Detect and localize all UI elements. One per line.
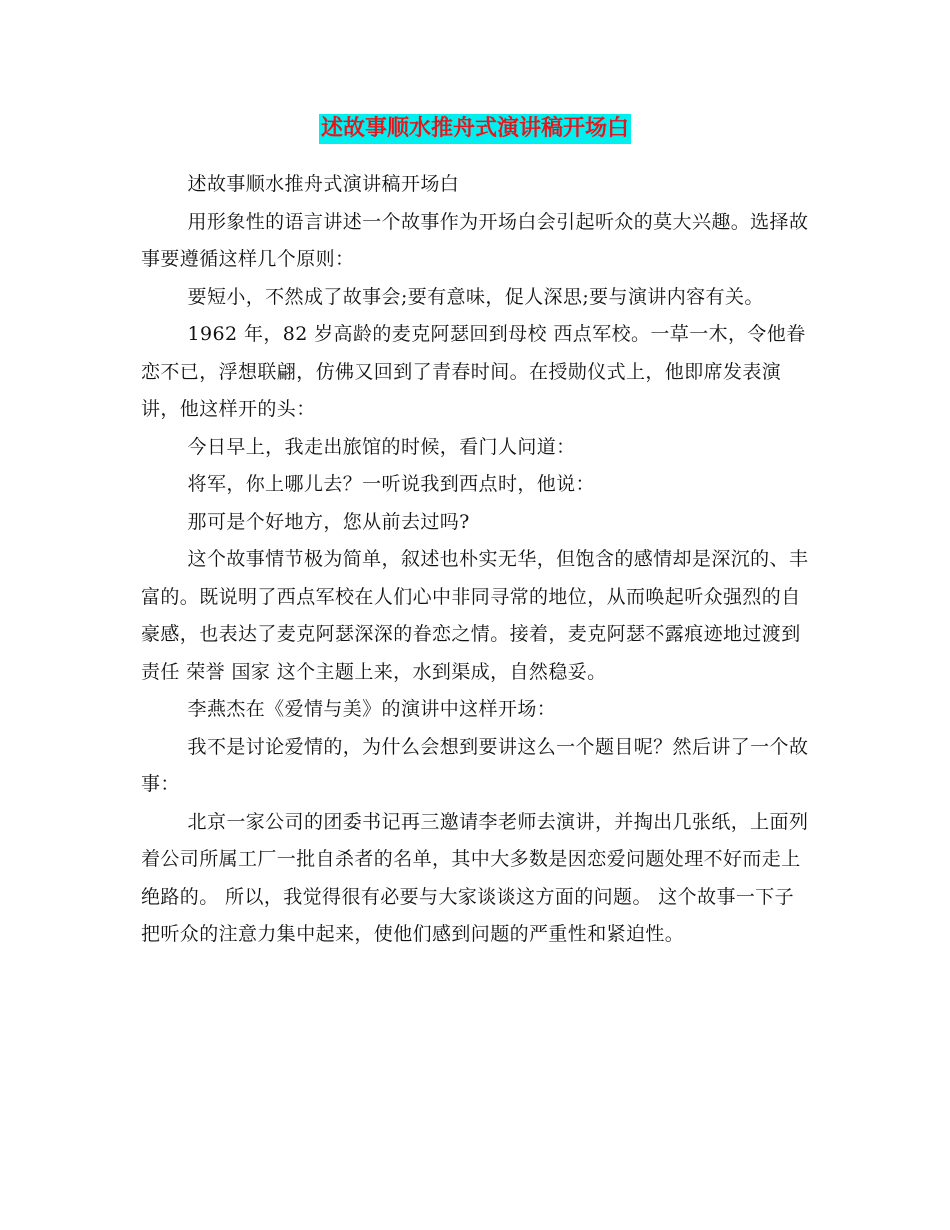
paragraph-subtitle: 述故事顺水推舟式演讲稿开场白 <box>187 173 460 195</box>
paragraph: 用形象性的语言讲述一个故事作为开场白会引起听众的莫大兴趣。选择故事要遵循这样几个原则： <box>141 210 809 270</box>
paragraph: 那可是个好地方，您从前去过吗? <box>187 510 470 533</box>
document-body <box>141 166 813 954</box>
paragraph: 将军，你上哪儿去？一听说我到西点时，他说： <box>187 473 595 495</box>
paragraph: 要短小，不然成了故事会;要有意味，促人深思;要与演讲内容有关。 <box>187 285 764 308</box>
document-title: 述故事顺水推舟式演讲稿开场白 <box>319 114 631 144</box>
paragraph: 我不是讨论爱情的，为什么会想到要讲这么一个题目呢？然后讲了一个故事： <box>141 735 809 795</box>
paragraph: 这个故事情节极为简单，叙述也朴实无华，但饱含的感情却是深沉的、丰富的。既说明了西点军校在人们心中非同寻常的地位，从而唤起听众强烈的自豪感，也表达了麦克阿瑟深深的眷恋之情。接着，麦克阿瑟不露痕迹地过渡到 责任 荣誉 国家 这个主题上来，水到渠成，自然稳妥。 <box>141 548 809 683</box>
paragraph: 1962 年，82 岁高龄的麦克阿瑟回到母校 西点军校。一草一木，令他眷恋不已，浮想联翩，仿佛又回到了青春时间。在授勋仪式上，他即席发表演讲，他这样开的头： <box>141 323 806 420</box>
paragraph: 李燕杰在《爱情与美》的演讲中这样开场： <box>187 698 557 720</box>
paragraph: 北京一家公司的团委书记再三邀请李老师去演讲，并掏出几张纸，上面列着公司所属工厂一批自杀者的名单，其中大多数是因恋爱问题处理不好而走上绝路的。 所以，我觉得很有必要与大家谈谈这方面的问题。 这个故事一下子把听众的注意力集中起来，使他们感到问题的严重性和紧迫性。 <box>141 810 809 945</box>
title-container <box>0 114 950 144</box>
paragraph: 今日早上，我走出旅馆的时候，看门人问道： <box>187 435 576 458</box>
